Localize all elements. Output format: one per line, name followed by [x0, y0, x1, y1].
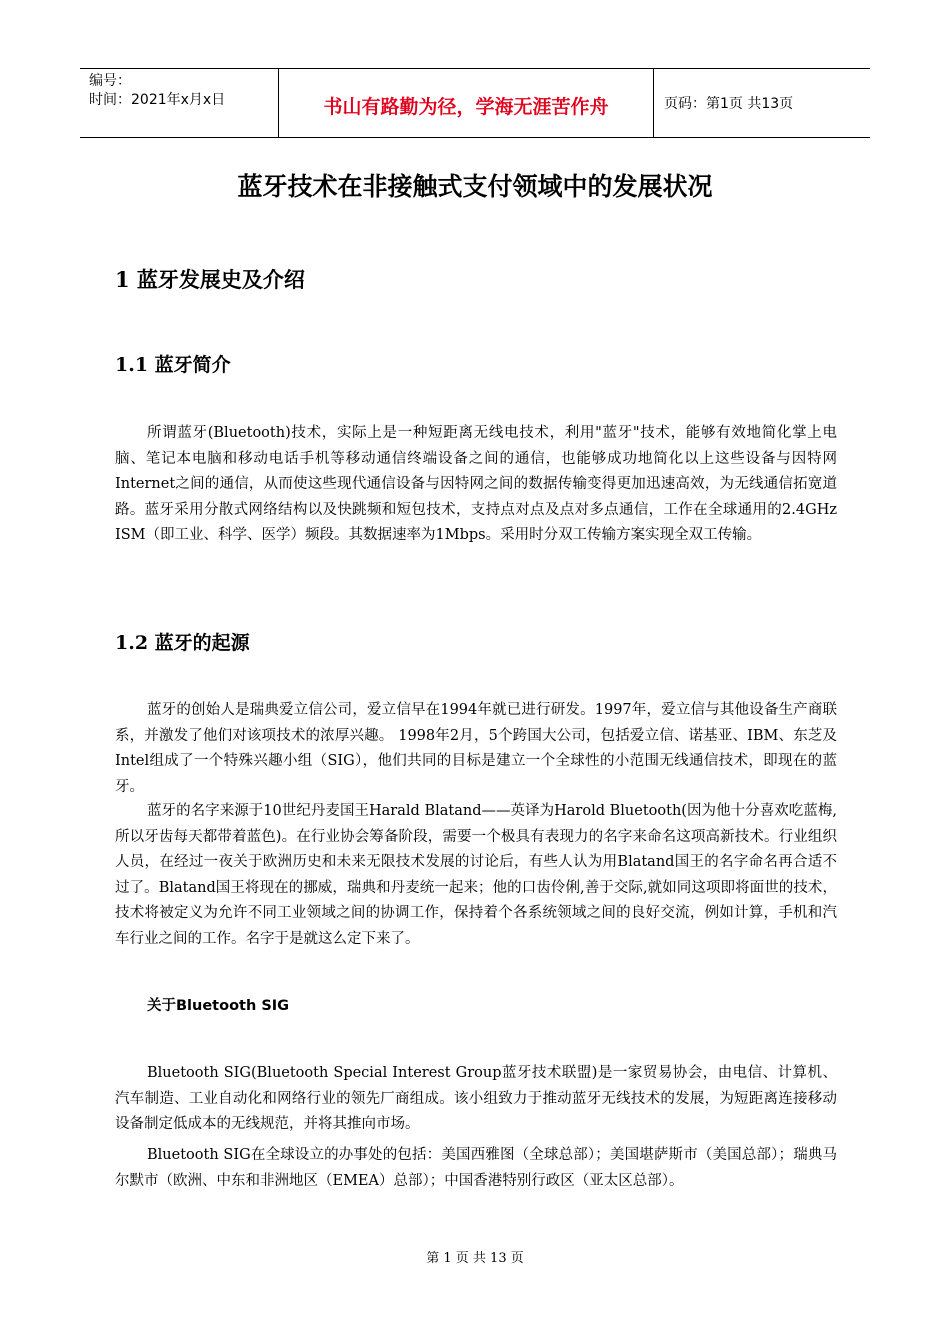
section-1-2-paragraph-2: 蓝牙的名字来源于10世纪丹麦国王Harald Blatand——英译为Harold Bluetooth(因为他十分喜欢吃蓝梅,所以牙齿每天都带着蓝色)。在行业协会筹备阶段，需要一个极具有表现力的名字来命名这项高新技术。行业组织人员，在经过一夜关于欧洲历史和未来无限技术发展的讨论后，有些人认为用Blatand国王的名字命名再合适不过了。Blatand国王将现在的挪威，瑞典和丹麦统一起来；他的口齿伶俐,善于交际,就如同这项即将面世的技术，技术将被定义为允许不同工业领域之间的协调工作，保持着个各系统领域之间的良好交流，例如计算，手机和汽车行业之间的工作。名字于是就这么定下来了。 — [115, 803, 837, 947]
section-1-1-paragraph: 所谓蓝牙(Bluetooth)技术，实际上是一种短距离无线电技术，利用"蓝牙"技术，能够有效地简化掌上电脑、笔记本电脑和移动电话手机等移动通信终端设备之间的通信，也能够成功地简化以上这些设备与因特网Internet之间的通信，从而使这些现代通信设备与因特网之间的数据传输变得更加迅速高效，为无线通信拓宽道路。蓝牙采用分散式网络结构以及快跳频和短包技术，支持点对点及点对多点通信，工作在全球通用的2.4GHz ISM（即工业、科学、医学）频段。其数据速率为1Mbps。采用时分双工传输方案实现全双工传输。 — [115, 425, 837, 543]
header-table — [80, 68, 870, 138]
sig-heading: 关于Bluetooth SIG — [147, 998, 290, 1014]
section-1-2-heading: 1.2 蓝牙的起源 — [115, 632, 250, 654]
header-meta-cell — [80, 69, 279, 137]
section-1-1-heading: 1.1 蓝牙简介 — [115, 354, 231, 376]
page-footer: 第 1 页 共 13 页 — [426, 1251, 524, 1266]
header-page-label: 页码：第1页 共13页 — [664, 96, 794, 112]
document-title: 蓝牙技术在非接触式支付领域中的发展状况 — [237, 172, 713, 201]
sig-paragraph-1: Bluetooth SIG(Bluetooth Special Interest Group蓝牙技术联盟)是一家贸易协会，由电信、计算机、汽车制造、工业自动化和网络行业的领先厂商组成。该小组致力于推动蓝牙无线技术的发展，为短距离连接移动设备制定低成本的无线规范，并将其推向市场。 — [115, 1065, 837, 1132]
header-motto-cell — [279, 69, 654, 137]
header-motto: 书山有路勤为径，学海无涯苦作舟 — [323, 95, 609, 118]
header-page-cell — [654, 69, 870, 137]
sig-paragraph-2: Bluetooth SIG在全球设立的办事处的包括：美国西雅图（全球总部）；美国堪萨斯市（美国总部）；瑞典马尔默市（欧洲、中东和非洲地区（EMEA）总部）；中国香港特别行政区（亚太区总部）。 — [115, 1147, 837, 1189]
header-date-label: 时间：2021年x月x日 — [89, 92, 226, 108]
section-1-2-paragraph-1: 蓝牙的创始人是瑞典爱立信公司，爱立信早在1994年就已进行研发。1997年，爱立信与其他设备生产商联系，并激发了他们对该项技术的浓厚兴趣。 1998年2月，5个跨国大公司，包括爱立信、诺基亚、IBM、东芝及Intel组成了一个特殊兴趣小组（SIG），他们共同的目标是建立一个全球性的小范围无线通信技术，即现在的蓝牙。 — [115, 702, 837, 795]
header-number-label: 编号： — [89, 73, 131, 89]
section-1-heading: 1 蓝牙发展史及介绍 — [115, 267, 305, 292]
